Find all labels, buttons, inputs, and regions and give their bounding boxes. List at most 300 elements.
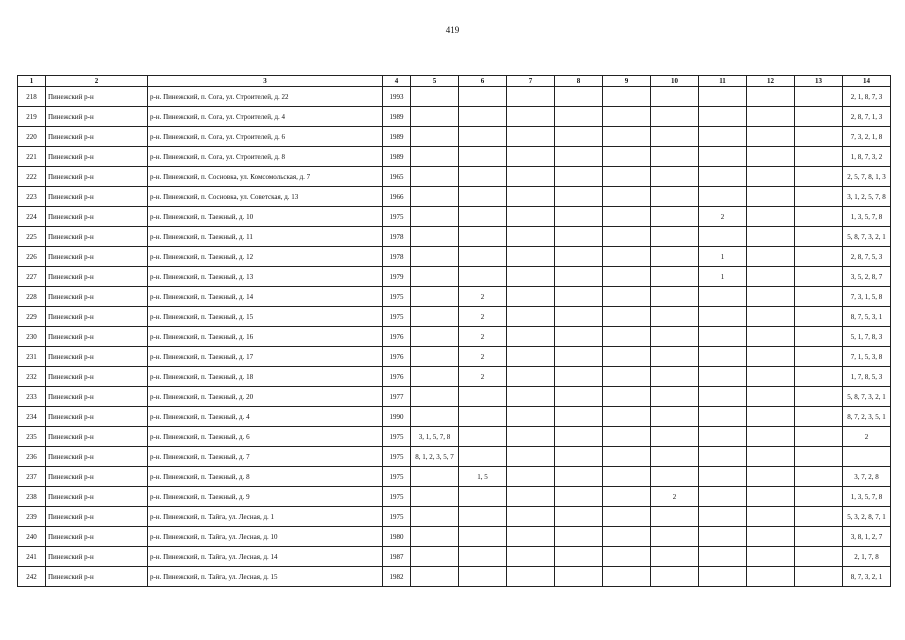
col11-cell: 2 <box>699 207 747 227</box>
year-cell: 1989 <box>383 107 411 127</box>
year-cell: 1975 <box>383 447 411 467</box>
col8-cell <box>555 327 603 347</box>
col13-cell <box>795 307 843 327</box>
col7-cell <box>507 467 555 487</box>
col5-cell <box>411 467 459 487</box>
col9-cell <box>603 187 651 207</box>
col11-cell <box>699 87 747 107</box>
col6-cell <box>459 487 507 507</box>
col14-cell: 3, 7, 2, 8 <box>843 467 891 487</box>
col11-cell <box>699 487 747 507</box>
col8-cell <box>555 167 603 187</box>
col8-cell <box>555 207 603 227</box>
col6-cell <box>459 447 507 467</box>
address-cell: р-н. Пинежский, п. Таежный, д. 15 <box>148 307 383 327</box>
col10-cell <box>651 307 699 327</box>
table-row <box>18 107 891 127</box>
col6-cell: 2 <box>459 287 507 307</box>
col13-cell <box>795 507 843 527</box>
col10-cell <box>651 347 699 367</box>
col12-cell <box>747 407 795 427</box>
table-row <box>18 527 891 547</box>
col7-cell <box>507 407 555 427</box>
district-cell: Пинежский р-н <box>46 227 148 247</box>
col9-cell <box>603 167 651 187</box>
column-header-8: 8 <box>555 76 603 87</box>
year-cell: 1990 <box>383 407 411 427</box>
col5-cell <box>411 287 459 307</box>
col9-cell <box>603 387 651 407</box>
year-cell: 1978 <box>383 227 411 247</box>
col10-cell <box>651 327 699 347</box>
col8-cell <box>555 427 603 447</box>
address-cell: р-н. Пинежский, п. Таежный, д. 20 <box>148 387 383 407</box>
col5-cell <box>411 367 459 387</box>
address-cell: р-н. Пинежский, п. Таежный, д. 13 <box>148 267 383 287</box>
row-number: 242 <box>18 567 46 587</box>
address-cell: р-н. Пинежский, п. Тайга, ул. Лесная, д. 10 <box>148 527 383 547</box>
address-cell: р-н. Пинежский, п. Таежный, д. 10 <box>148 207 383 227</box>
col7-cell <box>507 147 555 167</box>
col9-cell <box>603 147 651 167</box>
page-number: 419 <box>445 25 460 35</box>
row-number: 229 <box>18 307 46 327</box>
column-header-14: 14 <box>843 76 891 87</box>
year-cell: 1975 <box>383 307 411 327</box>
col7-cell <box>507 387 555 407</box>
col6-cell <box>459 107 507 127</box>
row-number: 226 <box>18 247 46 267</box>
row-number: 236 <box>18 447 46 467</box>
col6-cell <box>459 407 507 427</box>
col13-cell <box>795 487 843 507</box>
column-header-9: 9 <box>603 76 651 87</box>
col14-cell: 1, 3, 5, 7, 8 <box>843 207 891 227</box>
col10-cell <box>651 127 699 147</box>
col7-cell <box>507 487 555 507</box>
column-header-5: 5 <box>411 76 459 87</box>
col5-cell <box>411 567 459 587</box>
col9-cell <box>603 287 651 307</box>
row-number: 228 <box>18 287 46 307</box>
year-cell: 1976 <box>383 367 411 387</box>
col9-cell <box>603 247 651 267</box>
year-cell: 1965 <box>383 167 411 187</box>
col6-cell <box>459 147 507 167</box>
col14-cell: 8, 7, 5, 3, 1 <box>843 307 891 327</box>
district-cell: Пинежский р-н <box>46 167 148 187</box>
address-cell: р-н. Пинежский, п. Таежный, д. 4 <box>148 407 383 427</box>
row-number: 222 <box>18 167 46 187</box>
column-header-7: 7 <box>507 76 555 87</box>
district-cell: Пинежский р-н <box>46 207 148 227</box>
col14-cell: 3, 8, 1, 2, 7 <box>843 527 891 547</box>
address-cell: р-н. Пинежский, п. Таежный, д. 17 <box>148 347 383 367</box>
col5-cell <box>411 407 459 427</box>
col10-cell <box>651 547 699 567</box>
col13-cell <box>795 247 843 267</box>
col10-cell <box>651 87 699 107</box>
col10-cell <box>651 207 699 227</box>
address-cell: р-н. Пинежский, п. Таежный, д. 16 <box>148 327 383 347</box>
row-number: 232 <box>18 367 46 387</box>
col11-cell: 1 <box>699 247 747 267</box>
row-number: 234 <box>18 407 46 427</box>
district-cell: Пинежский р-н <box>46 527 148 547</box>
col13-cell <box>795 147 843 167</box>
col12-cell <box>747 447 795 467</box>
housing-register-table <box>17 75 891 587</box>
district-cell: Пинежский р-н <box>46 247 148 267</box>
address-cell: р-н. Пинежский, п. Таежный, д. 9 <box>148 487 383 507</box>
col7-cell <box>507 527 555 547</box>
col12-cell <box>747 267 795 287</box>
district-cell: Пинежский р-н <box>46 487 148 507</box>
table-row <box>18 127 891 147</box>
col8-cell <box>555 347 603 367</box>
col7-cell <box>507 87 555 107</box>
col11-cell <box>699 527 747 547</box>
col9-cell <box>603 527 651 547</box>
col14-cell: 1, 3, 5, 7, 8 <box>843 487 891 507</box>
col7-cell <box>507 327 555 347</box>
col8-cell <box>555 447 603 467</box>
col13-cell <box>795 87 843 107</box>
column-header-12: 12 <box>747 76 795 87</box>
col8-cell <box>555 567 603 587</box>
col8-cell <box>555 527 603 547</box>
col8-cell <box>555 267 603 287</box>
col7-cell <box>507 567 555 587</box>
col9-cell <box>603 427 651 447</box>
col13-cell <box>795 447 843 467</box>
col11-cell <box>699 107 747 127</box>
col10-cell <box>651 527 699 547</box>
col6-cell <box>459 247 507 267</box>
col13-cell <box>795 547 843 567</box>
col13-cell <box>795 287 843 307</box>
col9-cell <box>603 407 651 427</box>
address-cell: р-н. Пинежский, п. Таежный, д. 18 <box>148 367 383 387</box>
col7-cell <box>507 107 555 127</box>
col6-cell: 2 <box>459 367 507 387</box>
col11-cell <box>699 547 747 567</box>
col11-cell <box>699 507 747 527</box>
col7-cell <box>507 227 555 247</box>
col6-cell <box>459 387 507 407</box>
col9-cell <box>603 127 651 147</box>
year-cell: 1975 <box>383 487 411 507</box>
col13-cell <box>795 467 843 487</box>
col6-cell <box>459 547 507 567</box>
col8-cell <box>555 107 603 127</box>
col12-cell <box>747 107 795 127</box>
table-row <box>18 547 891 567</box>
col6-cell: 2 <box>459 307 507 327</box>
col12-cell <box>747 307 795 327</box>
district-cell: Пинежский р-н <box>46 267 148 287</box>
col8-cell <box>555 127 603 147</box>
col11-cell <box>699 387 747 407</box>
table-row <box>18 567 891 587</box>
col14-cell: 5, 3, 2, 8, 7, 1 <box>843 507 891 527</box>
district-cell: Пинежский р-н <box>46 367 148 387</box>
col9-cell <box>603 107 651 127</box>
col10-cell <box>651 387 699 407</box>
row-number: 233 <box>18 387 46 407</box>
col14-cell: 2, 1, 8, 7, 3 <box>843 87 891 107</box>
col11-cell <box>699 287 747 307</box>
col6-cell: 2 <box>459 327 507 347</box>
col5-cell <box>411 187 459 207</box>
table-row <box>18 487 891 507</box>
col14-cell: 3, 5, 2, 8, 7 <box>843 267 891 287</box>
col5-cell: 3, 1, 5, 7, 8 <box>411 427 459 447</box>
col5-cell: 8, 1, 2, 3, 5, 7 <box>411 447 459 467</box>
col11-cell <box>699 447 747 467</box>
col9-cell <box>603 307 651 327</box>
col5-cell <box>411 347 459 367</box>
col11-cell <box>699 127 747 147</box>
district-cell: Пинежский р-н <box>46 327 148 347</box>
col5-cell <box>411 107 459 127</box>
col8-cell <box>555 87 603 107</box>
year-cell: 1977 <box>383 387 411 407</box>
row-number: 225 <box>18 227 46 247</box>
col8-cell <box>555 307 603 327</box>
col5-cell <box>411 307 459 327</box>
col8-cell <box>555 407 603 427</box>
district-cell: Пинежский р-н <box>46 467 148 487</box>
col14-cell: 7, 3, 1, 5, 8 <box>843 287 891 307</box>
col13-cell <box>795 367 843 387</box>
year-cell: 1975 <box>383 427 411 447</box>
col8-cell <box>555 367 603 387</box>
col12-cell <box>747 427 795 447</box>
col14-cell: 5, 1, 7, 8, 3 <box>843 327 891 347</box>
col5-cell <box>411 487 459 507</box>
col9-cell <box>603 487 651 507</box>
col5-cell <box>411 207 459 227</box>
row-number: 223 <box>18 187 46 207</box>
col13-cell <box>795 107 843 127</box>
col6-cell <box>459 87 507 107</box>
year-cell: 1979 <box>383 267 411 287</box>
col13-cell <box>795 127 843 147</box>
table-row <box>18 247 891 267</box>
district-cell: Пинежский р-н <box>46 307 148 327</box>
col13-cell <box>795 427 843 447</box>
year-cell: 1966 <box>383 187 411 207</box>
address-cell: р-н. Пинежский, п. Сога, ул. Строителей, д. 22 <box>148 87 383 107</box>
col11-cell: 1 <box>699 267 747 287</box>
col11-cell <box>699 567 747 587</box>
district-cell: Пинежский р-н <box>46 547 148 567</box>
col11-cell <box>699 427 747 447</box>
col10-cell <box>651 247 699 267</box>
col5-cell <box>411 267 459 287</box>
address-cell: р-н. Пинежский, п. Сосновка, ул. Советская, д. 13 <box>148 187 383 207</box>
col13-cell <box>795 327 843 347</box>
col6-cell <box>459 187 507 207</box>
col12-cell <box>747 187 795 207</box>
col7-cell <box>507 247 555 267</box>
district-cell: Пинежский р-н <box>46 447 148 467</box>
col7-cell <box>507 187 555 207</box>
col14-cell <box>843 447 891 467</box>
district-cell: Пинежский р-н <box>46 107 148 127</box>
col11-cell <box>699 467 747 487</box>
col5-cell <box>411 247 459 267</box>
year-cell: 1975 <box>383 207 411 227</box>
row-number: 239 <box>18 507 46 527</box>
col6-cell: 2 <box>459 347 507 367</box>
col10-cell <box>651 507 699 527</box>
col14-cell: 8, 7, 3, 2, 1 <box>843 567 891 587</box>
col6-cell <box>459 227 507 247</box>
col14-cell: 7, 3, 2, 1, 8 <box>843 127 891 147</box>
address-cell: р-н. Пинежский, п. Сосновка, ул. Комсомольская, д. 7 <box>148 167 383 187</box>
col12-cell <box>747 147 795 167</box>
table-row <box>18 87 891 107</box>
col7-cell <box>507 507 555 527</box>
col14-cell: 2, 5, 7, 8, 1, 3 <box>843 167 891 187</box>
col10-cell <box>651 427 699 447</box>
col9-cell <box>603 87 651 107</box>
col6-cell <box>459 567 507 587</box>
col8-cell <box>555 387 603 407</box>
address-cell: р-н. Пинежский, п. Таежный, д. 7 <box>148 447 383 467</box>
district-cell: Пинежский р-н <box>46 87 148 107</box>
year-cell: 1987 <box>383 547 411 567</box>
district-cell: Пинежский р-н <box>46 287 148 307</box>
col7-cell <box>507 167 555 187</box>
col9-cell <box>603 567 651 587</box>
col9-cell <box>603 327 651 347</box>
district-cell: Пинежский р-н <box>46 187 148 207</box>
col12-cell <box>747 127 795 147</box>
col12-cell <box>747 467 795 487</box>
col8-cell <box>555 467 603 487</box>
table-row <box>18 267 891 287</box>
district-cell: Пинежский р-н <box>46 507 148 527</box>
col12-cell <box>747 507 795 527</box>
year-cell: 1976 <box>383 347 411 367</box>
col10-cell <box>651 407 699 427</box>
row-number: 237 <box>18 467 46 487</box>
address-cell: р-н. Пинежский, п. Тайга, ул. Лесная, д. 15 <box>148 567 383 587</box>
col11-cell <box>699 327 747 347</box>
col11-cell <box>699 367 747 387</box>
address-cell: р-н. Пинежский, п. Сога, ул. Строителей, д. 8 <box>148 147 383 167</box>
col8-cell <box>555 287 603 307</box>
col5-cell <box>411 387 459 407</box>
col12-cell <box>747 567 795 587</box>
col14-cell: 2, 8, 7, 1, 3 <box>843 107 891 127</box>
col8-cell <box>555 507 603 527</box>
col14-cell: 5, 8, 7, 3, 2, 1 <box>843 227 891 247</box>
col6-cell <box>459 527 507 547</box>
address-cell: р-н. Пинежский, п. Сога, ул. Строителей, д. 4 <box>148 107 383 127</box>
col10-cell <box>651 447 699 467</box>
row-number: 219 <box>18 107 46 127</box>
col12-cell <box>747 87 795 107</box>
row-number: 230 <box>18 327 46 347</box>
col14-cell: 8, 7, 2, 3, 5, 1 <box>843 407 891 427</box>
col13-cell <box>795 187 843 207</box>
col7-cell <box>507 267 555 287</box>
address-cell: р-н. Пинежский, п. Таежный, д. 8 <box>148 467 383 487</box>
col10-cell <box>651 287 699 307</box>
col7-cell <box>507 347 555 367</box>
col13-cell <box>795 407 843 427</box>
column-header-2: 2 <box>46 76 148 87</box>
row-number: 224 <box>18 207 46 227</box>
col14-cell: 1, 7, 8, 5, 3 <box>843 367 891 387</box>
col5-cell <box>411 87 459 107</box>
address-cell: р-н. Пинежский, п. Сога, ул. Строителей, д. 6 <box>148 127 383 147</box>
col7-cell <box>507 287 555 307</box>
col11-cell <box>699 347 747 367</box>
district-cell: Пинежский р-н <box>46 567 148 587</box>
col9-cell <box>603 467 651 487</box>
col6-cell <box>459 207 507 227</box>
col10-cell <box>651 567 699 587</box>
col12-cell <box>747 247 795 267</box>
col9-cell <box>603 207 651 227</box>
col14-cell: 7, 1, 5, 3, 8 <box>843 347 891 367</box>
col8-cell <box>555 487 603 507</box>
col10-cell <box>651 187 699 207</box>
col6-cell <box>459 267 507 287</box>
address-cell: р-н. Пинежский, п. Таежный, д. 11 <box>148 227 383 247</box>
col10-cell <box>651 467 699 487</box>
row-number: 235 <box>18 427 46 447</box>
col6-cell: 1, 5 <box>459 467 507 487</box>
col12-cell <box>747 487 795 507</box>
table-header <box>18 76 891 87</box>
column-header-11: 11 <box>699 76 747 87</box>
col12-cell <box>747 527 795 547</box>
col8-cell <box>555 247 603 267</box>
col9-cell <box>603 267 651 287</box>
col14-cell: 2, 1, 7, 8 <box>843 547 891 567</box>
col5-cell <box>411 227 459 247</box>
col9-cell <box>603 227 651 247</box>
row-number: 238 <box>18 487 46 507</box>
col8-cell <box>555 187 603 207</box>
table-row <box>18 507 891 527</box>
col7-cell <box>507 447 555 467</box>
col11-cell <box>699 187 747 207</box>
col6-cell <box>459 167 507 187</box>
year-cell: 1989 <box>383 147 411 167</box>
year-cell: 1975 <box>383 287 411 307</box>
col7-cell <box>507 427 555 447</box>
address-cell: р-н. Пинежский, п. Таежный, д. 6 <box>148 427 383 447</box>
address-cell: р-н. Пинежский, п. Тайга, ул. Лесная, д. 1 <box>148 507 383 527</box>
col9-cell <box>603 447 651 467</box>
table-row <box>18 447 891 467</box>
col10-cell: 2 <box>651 487 699 507</box>
table-row <box>18 407 891 427</box>
address-cell: р-н. Пинежский, п. Тайга, ул. Лесная, д. 14 <box>148 547 383 567</box>
column-header-4: 4 <box>383 76 411 87</box>
col13-cell <box>795 207 843 227</box>
col11-cell <box>699 167 747 187</box>
col10-cell <box>651 107 699 127</box>
district-cell: Пинежский р-н <box>46 427 148 447</box>
